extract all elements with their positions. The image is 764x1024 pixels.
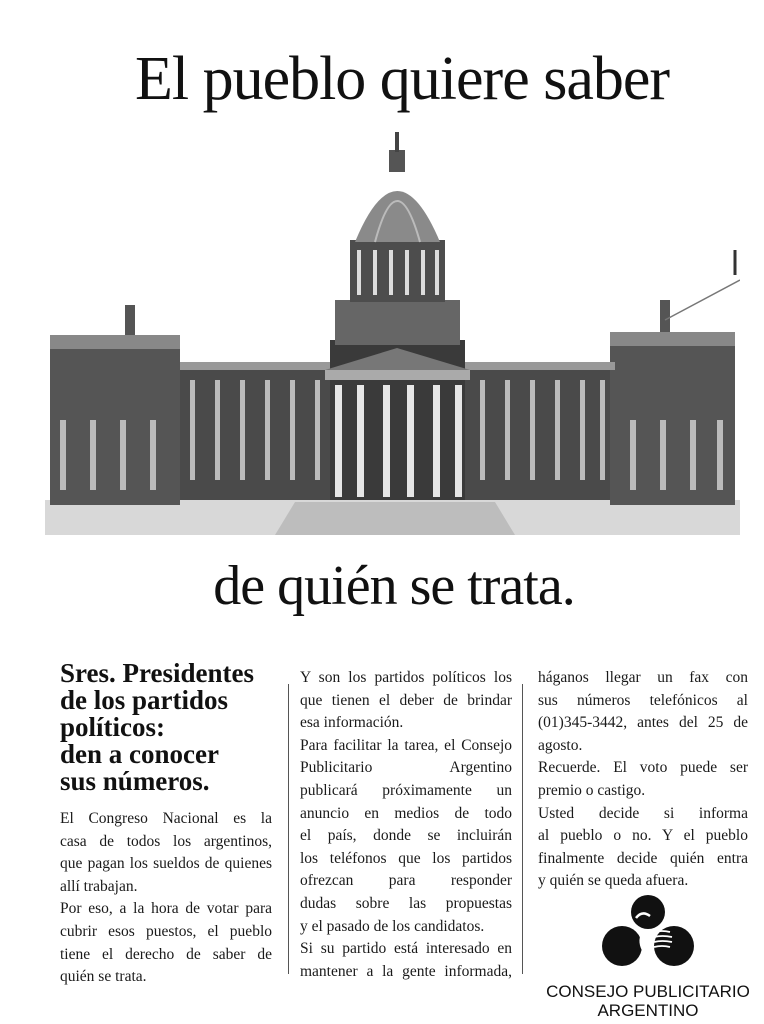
organization-name-line: CONSEJO PUBLICITARIO: [546, 982, 750, 1001]
body-text-line: los teléfonos que los partidos: [300, 849, 512, 867]
body-text-line: cubrir esos puestos, el pueblo: [60, 922, 272, 940]
body-text-line: mantener a la gente informada,: [300, 962, 512, 980]
body-text-line: Por eso, a la hora de votar para: [60, 900, 272, 918]
body-text-line: Para facilitar la tarea, el Consejo: [300, 736, 512, 754]
body-text-line: háganos llegar un fax con: [538, 669, 748, 686]
body-text-line: Publicitario Argentino: [300, 759, 512, 777]
subheading-line: den a conocer: [60, 739, 219, 769]
subheading: [60, 660, 290, 795]
headline-top: El pueblo quiere saber: [134, 45, 670, 113]
subheading-line: Sres. Presidentes: [60, 658, 254, 688]
body-text-line: Si su partido está interesado en: [300, 940, 512, 958]
consejo-publicitario-logo: [598, 890, 698, 970]
body-text-line: que pagan los sueldos de quienes: [60, 855, 272, 873]
body-column-3: [538, 667, 748, 893]
body-text-line: finalmente decide quién entra: [538, 849, 748, 867]
subheading-line: sus números.: [60, 766, 210, 796]
body-text-line: Recuerde. El voto puede ser: [538, 759, 748, 777]
body-text-line: que tienen el deber de brindar: [300, 691, 512, 709]
subheading-line: de los partidos: [60, 685, 229, 715]
subheading-line: políticos:: [60, 712, 165, 742]
congress-building-photo: [45, 130, 740, 535]
body-text-line: Usted decide si informa: [538, 804, 748, 822]
body-text-line: sus números telefónicos al: [538, 691, 748, 709]
body-column-2: [300, 667, 512, 983]
body-text-line: esa información.: [300, 714, 404, 732]
body-text-line: (01)345-3442, antes del 25 de: [538, 714, 748, 732]
body-text-line: premio o castigo.: [538, 781, 646, 799]
body-text-line: agosto.: [538, 736, 583, 754]
body-text-line: dudas sobre las propuestas: [300, 894, 512, 912]
body-text-line: y quién se queda afuera.: [538, 872, 689, 890]
body-text-line: allí trabajan.: [60, 877, 138, 895]
body-column-1: [60, 808, 272, 989]
body-text-line: al pueblo o no. Y el pueblo: [538, 827, 748, 845]
body-text-line: el país, donde se incluirán: [300, 827, 512, 845]
body-text-line: El Congreso Nacional es la: [60, 810, 272, 827]
body-text-line: Y son los partidos políticos los: [300, 669, 512, 686]
body-text-line: quién se trata.: [60, 968, 147, 986]
body-text-line: casa de todos los argentinos,: [60, 832, 272, 850]
body-text-line: ofrezcan para responder: [300, 872, 512, 890]
body-text-line: y el pasado de los candidatos.: [300, 917, 485, 935]
body-text-line: tiene el derecho de saber de: [60, 945, 272, 963]
column-divider: [522, 684, 523, 974]
organization-name: [532, 982, 764, 1020]
body-text-line: anuncio en medios de todo: [300, 804, 512, 822]
column-divider: [288, 684, 289, 974]
body-text-line: publicará próximamente un: [300, 781, 512, 799]
organization-name-line: ARGENTINO: [597, 1001, 699, 1020]
headline-bottom: de quién se trata.: [213, 555, 575, 617]
